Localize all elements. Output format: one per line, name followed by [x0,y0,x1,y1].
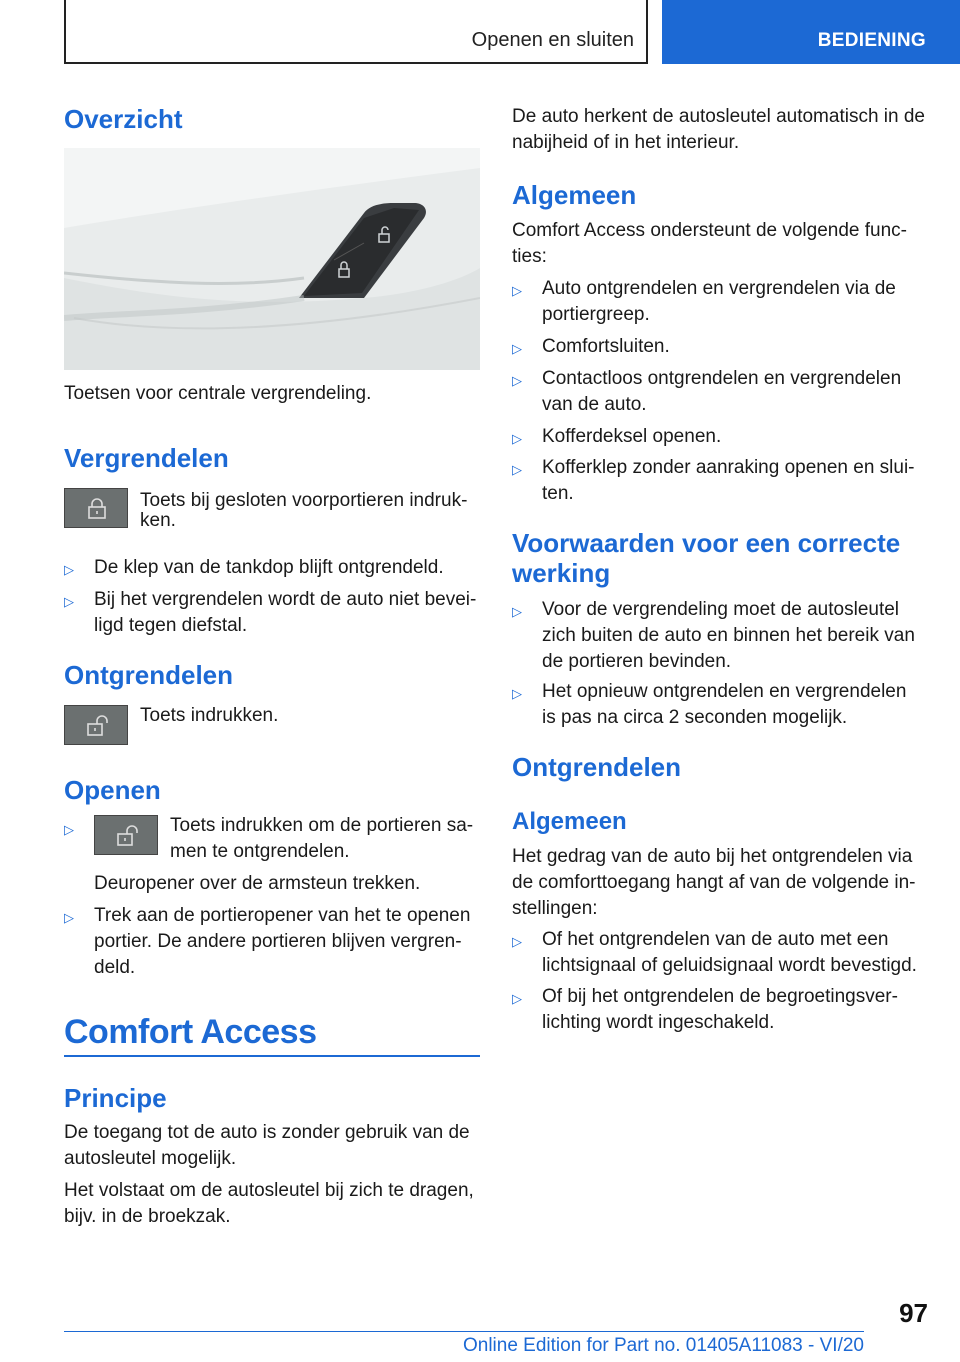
triangle-bullet-icon: ▷ [512,934,522,949]
footer-divider [64,1331,864,1332]
triangle-bullet-icon: ▷ [64,594,74,609]
list-item [512,366,930,418]
lock-icon [87,498,107,520]
list-item-text: Voor de vergrendeling moet de autosleutel [542,599,900,620]
heading-comfort-access: Comfort Access [64,1013,317,1051]
list-item [64,903,480,981]
triangle-bullet-icon: ▷ [512,431,522,446]
triangle-bullet-icon: ▷ [64,562,74,577]
triangle-bullet-icon: ▷ [512,373,522,388]
list-item-text: portiergreep. [542,304,650,325]
unlock-icon [87,715,109,737]
heading-ontgrendelen: Ontgrendelen [64,660,234,690]
footer-edition: Online Edition for Part no. 01405A11083 - VI/20 [462,1335,864,1356]
list-item-text: is pas na circa 2 seconden mogelijk. [542,707,848,728]
page-number: 97 [899,1298,928,1328]
list-item [512,276,930,328]
door-handle-photo [64,148,480,370]
heading-voorwaarden-2: werking [512,558,611,588]
list-item-text: Het opnieuw ontgrendelen en vergrendelen [542,681,907,702]
algemeen-paragraph-2: ties: [512,246,547,267]
unlock-key-image [94,815,158,855]
heading-algemeen: Algemeen [512,180,637,210]
unlock-key-image [64,705,128,745]
subheading-algemeen: Algemeen [512,808,627,835]
list-item-text: Kofferklep zonder aanraking openen en slui- [542,457,915,478]
list-item-text: De klep van de tankdop blijft ontgrendeld. [94,557,444,578]
list-item-text: ligd tegen diefstal. [94,615,248,636]
header-section-title: Openen en sluiten [471,29,634,51]
intro-line-2: nabijheid of in het interieur. [512,132,740,153]
triangle-bullet-icon: ▷ [64,910,74,925]
heading-ontgrendelen-right: Ontgrendelen [512,752,682,782]
unlock-icon [117,825,139,847]
triangle-bullet-icon: ▷ [512,341,522,356]
principe-paragraph-1b: autosleutel mogelijk. [64,1148,237,1169]
header-chapter-label: BEDIENING [817,30,926,51]
list-item-text: Kofferdeksel openen. [542,426,722,447]
list-item-text: zich buiten de auto en binnen het bereik van [542,625,915,646]
heading-principe: Principe [64,1083,167,1113]
photo-caption: Toetsen voor centrale vergrendeling. [64,383,372,404]
list-item-text: deld. [94,957,136,978]
triangle-bullet-icon: ▷ [512,686,522,701]
vergrendelen-key-text-2: ken. [140,510,176,531]
list-item-text: Contactloos ontgrendelen en vergrendelen [542,368,902,389]
list-item-text: Of het ontgrendelen van de auto met een [542,929,889,950]
list-item [64,587,480,639]
heading-openen: Openen [64,775,161,805]
principe-paragraph-2b: bijv. in de broekzak. [64,1206,231,1227]
openen-subtext: Deuropener over de armsteun trekken. [94,873,421,894]
list-item-text: Trek aan de portieropener van het te openen [94,905,471,926]
list-item-text: Of bij het ontgrendelen de begroetingsver- [542,986,898,1007]
list-item-text: Comfortsluiten. [542,336,670,357]
list-item-text: lichtsignaal of geluidsignaal wordt bevestigd. [542,955,917,976]
list-item [512,455,930,507]
ontgrendelen-key-text: Toets indrukken. [140,705,279,726]
algemeen2-paragraph-3: stellingen: [512,898,598,919]
list-item-text: de portieren bevinden. [542,651,732,672]
list-item [512,984,930,1036]
lock-key-image [64,488,128,528]
openen-key-text-1: Toets indrukken om de portieren sa- [170,815,474,836]
list-item-text: lichting wordt ingeschakeld. [542,1012,775,1033]
principe-paragraph-2a: Het volstaat om de autosleutel bij zich te dragen, [64,1180,474,1201]
list-item-text: van de auto. [542,394,647,415]
heading-vergrendelen: Vergrendelen [64,443,229,473]
intro-line-1: De auto herkent de autosleutel automatisch in de [512,106,925,127]
list-item-text: Bij het vergrendelen wordt de auto niet bevei- [94,589,477,610]
triangle-bullet-icon: ▷ [512,462,522,477]
principe-paragraph-1a: De toegang tot de auto is zonder gebruik van de [64,1122,470,1143]
header-chapter-tab [662,0,960,64]
triangle-bullet-icon: ▷ [512,991,522,1006]
heading-overzicht: Overzicht [64,104,183,134]
list-item-text: Auto ontgrendelen en vergrendelen via de [542,278,896,299]
triangle-bullet-icon: ▷ [512,604,522,619]
list-item-text: portier. De andere portieren blijven vergren- [94,931,462,952]
list-item-text: ten. [542,483,574,504]
algemeen-paragraph-1: Comfort Access ondersteunt de volgende func- [512,220,908,241]
list-item [512,927,930,979]
triangle-bullet-icon: ▷ [64,822,74,837]
heading-voorwaarden-1: Voorwaarden voor een correcte [512,528,901,558]
heading-underline [64,1055,480,1057]
vergrendelen-key-text-1: Toets bij gesloten voorportieren indruk- [140,490,468,511]
algemeen2-paragraph-1: Het gedrag van de auto bij het ontgrendelen via [512,846,913,867]
algemeen2-paragraph-2: de comforttoegang hangt af van de volgende in- [512,872,916,893]
list-item [512,679,930,731]
triangle-bullet-icon: ▷ [512,283,522,298]
list-item [512,597,930,675]
openen-key-text-2: men te ontgrendelen. [170,841,350,862]
